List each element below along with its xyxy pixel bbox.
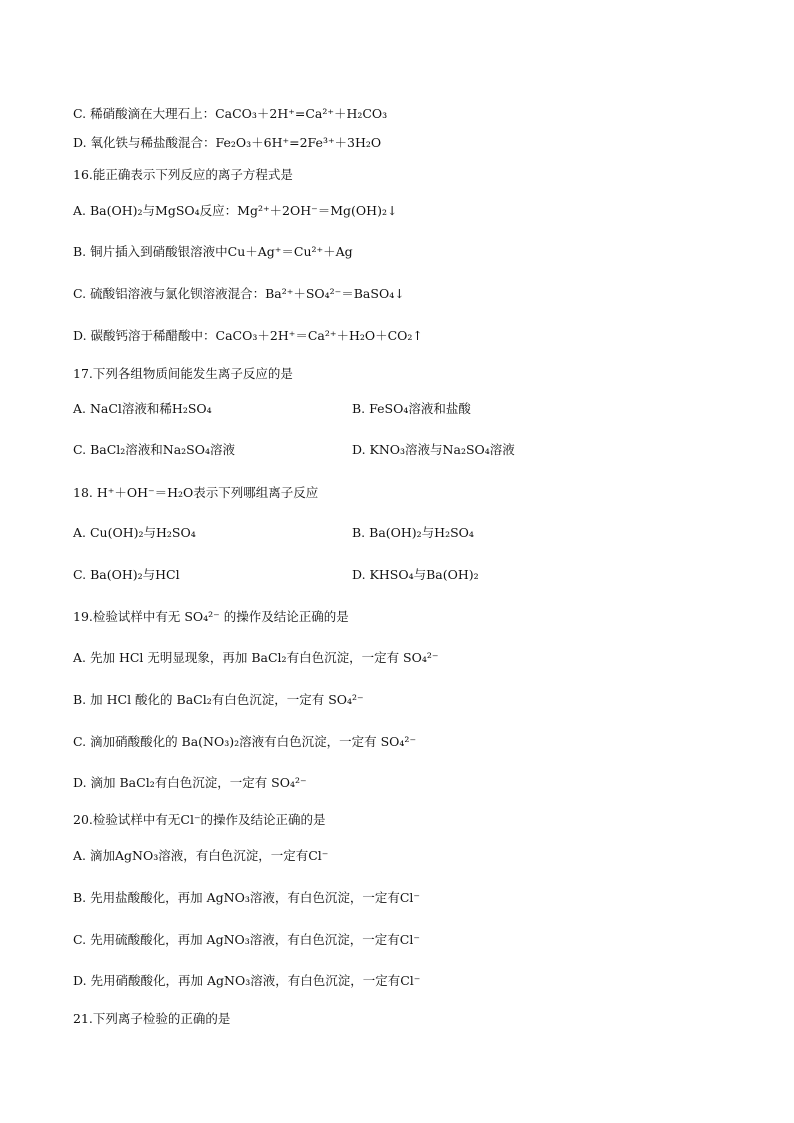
q17-option-b: B. FeSO₄溶液和盐酸 [352, 401, 471, 416]
q18-option-c: C. Ba(OH)₂与HCl [73, 567, 180, 582]
q15-option-d: D. 氧化铁与稀盐酸混合：Fe₂O₃＋6H⁺=2Fe³⁺＋3H₂O [73, 135, 382, 150]
q20-option-b: B. 先用盐酸酸化，再加 AgNO₃溶液，有白色沉淀，一定有Cl⁻ [73, 890, 420, 905]
q16-stem: 16.能正确表示下列反应的离子方程式是 [73, 167, 293, 182]
q18-stem: 18. H⁺＋OH⁻＝H₂O表示下列哪组离子反应 [73, 485, 319, 500]
q16-option-b: B. 铜片插入到硝酸银溶液中Cu＋Ag⁺＝Cu²⁺＋Ag [73, 244, 353, 259]
q17-option-c: C. BaCl₂溶液和Na₂SO₄溶液 [73, 442, 235, 457]
q18-option-a: A. Cu(OH)₂与H₂SO₄ [73, 525, 196, 540]
q20-option-d: D. 先用硝酸酸化，再加 AgNO₃溶液，有白色沉淀，一定有Cl⁻ [73, 973, 421, 988]
q15-option-c: C. 稀硝酸滴在大理石上：CaCO₃＋2H⁺=Ca²⁺＋H₂CO₃ [73, 106, 388, 121]
q19-option-c: C. 滴加硝酸酸化的 Ba(NO₃)₂溶液有白色沉淀，一定有 SO₄²⁻ [73, 734, 417, 749]
q16-option-d: D. 碳酸钙溶于稀醋酸中：CaCO₃＋2H⁺＝Ca²⁺＋H₂O＋CO₂↑ [73, 328, 423, 343]
q16-option-c: C. 硫酸铝溶液与氯化钡溶液混合：Ba²⁺＋SO₄²⁻＝BaSO₄↓ [73, 286, 405, 301]
q20-option-a: A. 滴加AgNO₃溶液，有白色沉淀，一定有Cl⁻ [73, 848, 329, 863]
q20-stem: 20.检验试样中有无Cl⁻的操作及结论正确的是 [73, 812, 326, 827]
q19-option-b: B. 加 HCl 酸化的 BaCl₂有白色沉淀，一定有 SO₄²⁻ [73, 692, 364, 707]
q21-stem: 21.下列离子检验的正确的是 [73, 1011, 231, 1026]
q20-option-c: C. 先用硫酸酸化，再加 AgNO₃溶液，有白色沉淀，一定有Cl⁻ [73, 932, 420, 947]
q19-option-d: D. 滴加 BaCl₂有白色沉淀，一定有 SO₄²⁻ [73, 775, 307, 790]
q17-option-d: D. KNO₃溶液与Na₂SO₄溶液 [352, 442, 515, 457]
q18-option-d: D. KHSO₄与Ba(OH)₂ [352, 567, 479, 582]
q16-option-a: A. Ba(OH)₂与MgSO₄反应：Mg²⁺＋2OH⁻＝Mg(OH)₂↓ [73, 203, 398, 218]
q17-stem: 17.下列各组物质间能发生离子反应的是 [73, 366, 293, 381]
q18-option-b: B. Ba(OH)₂与H₂SO₄ [352, 525, 474, 540]
q19-stem: 19.检验试样中有无 SO₄²⁻ 的操作及结论正确的是 [73, 609, 349, 624]
q19-option-a: A. 先加 HCl 无明显现象，再加 BaCl₂有白色沉淀，一定有 SO₄²⁻ [73, 650, 439, 665]
q17-option-a: A. NaCl溶液和稀H₂SO₄ [73, 401, 212, 416]
